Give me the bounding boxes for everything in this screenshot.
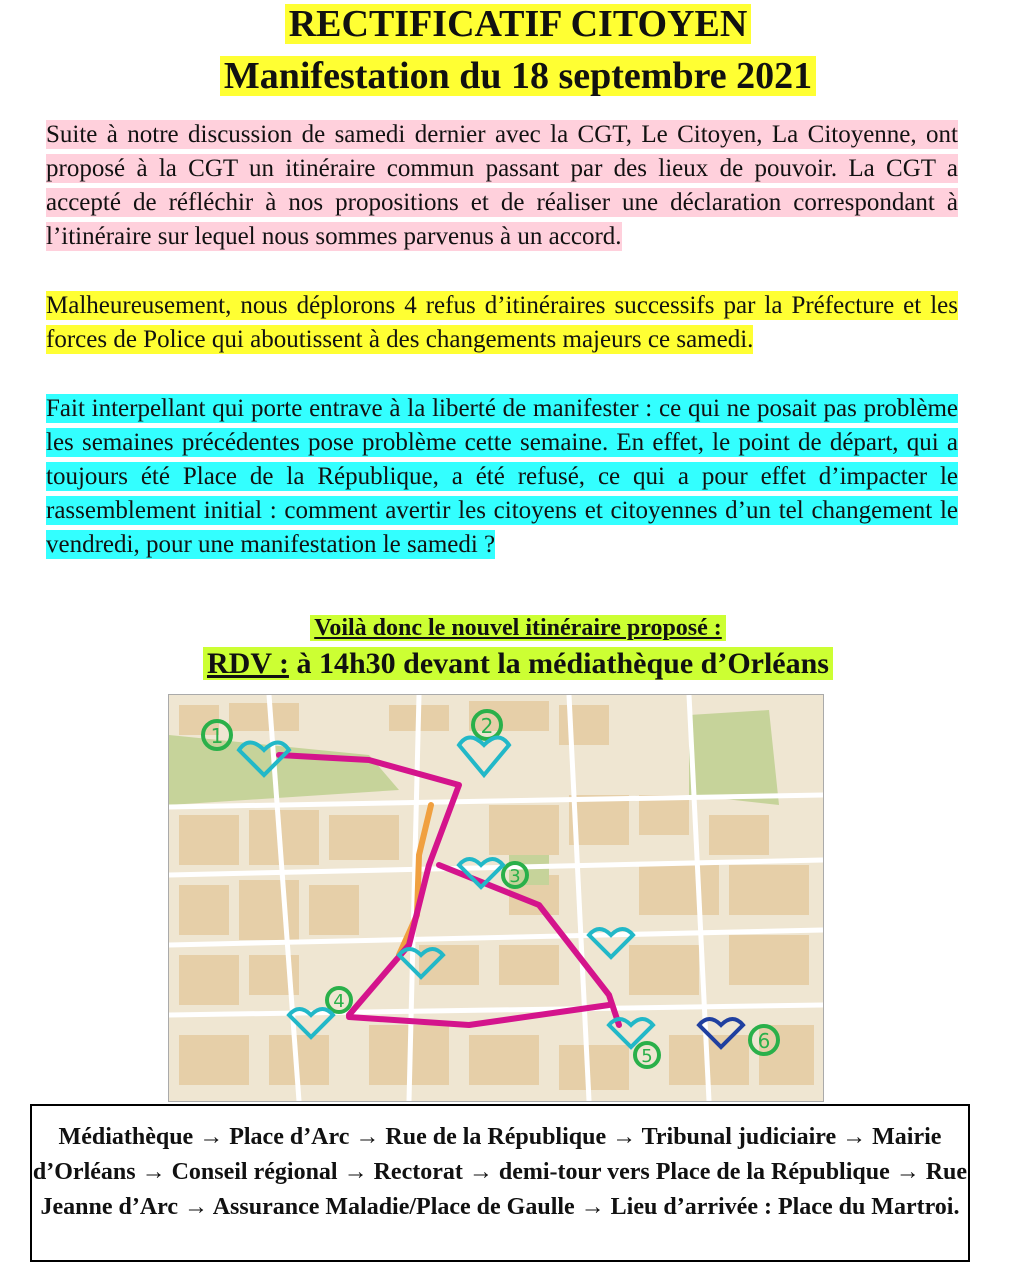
paragraph-intro-text: Suite à notre discussion de samedi dernier avec la CGT, Le Citoyen, La Citoyenne, ont proposé à la CGT un itinéraire commun passant par des lieux de pouvoir. La CGT a accepté de réfléchir à nos propositions et de réaliser une déclaration correspondant à l’itinéraire sur lequel nous sommes parvenus à un accord.: [46, 121, 958, 250]
paragraph-concern: [46, 392, 958, 562]
route-map: [168, 694, 824, 1102]
paragraph-refusals-text: Malheureusement, nous déplorons 4 refus d’itinéraires successifs par la Préfecture et les forces de Police qui aboutissent à des changements majeurs ce samedi.: [46, 292, 958, 353]
route-summary-box: [30, 1104, 970, 1262]
itinerary-heading: [0, 614, 1036, 642]
marker-2-label: 2: [480, 714, 494, 738]
marker-5-label: 5: [641, 1046, 653, 1067]
page-title: RECTIFICATIF CITOYEN: [285, 4, 752, 44]
marker-3-label: 3: [509, 866, 521, 887]
rdv-label: RDV :: [207, 647, 289, 680]
rdv-line: [0, 646, 1036, 682]
paragraph-intro: [46, 118, 958, 254]
route-summary-text: Médiathèque → Place d’Arc → Rue de la République → Tribunal judiciaire → Mairie d’Orléans → Conseil régional → Rectorat → demi-tour vers Place de la République → Rue Jeanne d’Arc → Assurance Maladie/Place de Gaulle → Lieu d’arrivée : Place du Martroi.: [32, 1124, 968, 1220]
marker-1-label: 1: [210, 724, 224, 748]
rdv-highlight: [203, 647, 833, 680]
marker-4-label: 4: [333, 991, 345, 1012]
paragraph-refusals: [46, 289, 958, 357]
page-subtitle: Manifestation du 18 septembre 2021: [220, 56, 816, 96]
marker-6-label: 6: [757, 1029, 771, 1053]
rdv-text: à 14h30 devant la médiathèque d’Orléans: [288, 647, 829, 680]
route-map-svg: [169, 695, 823, 1101]
itinerary-heading-text: Voilà donc le nouvel itinéraire proposé :: [310, 615, 726, 641]
header: [0, 4, 1036, 96]
paragraph-concern-text: Fait interpellant qui porte entrave à la liberté de manifester : ce qui ne posait pas problème les semaines précédentes pose problème cette semaine. En effet, le point de départ, qui a toujours été Place de la République, a été refusé, ce qui a pour effet d’impacter le rassemblement initial : comment avertir les citoyens et citoyennes d’un tel changement le vendredi, pour une manifestation le samedi ?: [46, 395, 958, 558]
